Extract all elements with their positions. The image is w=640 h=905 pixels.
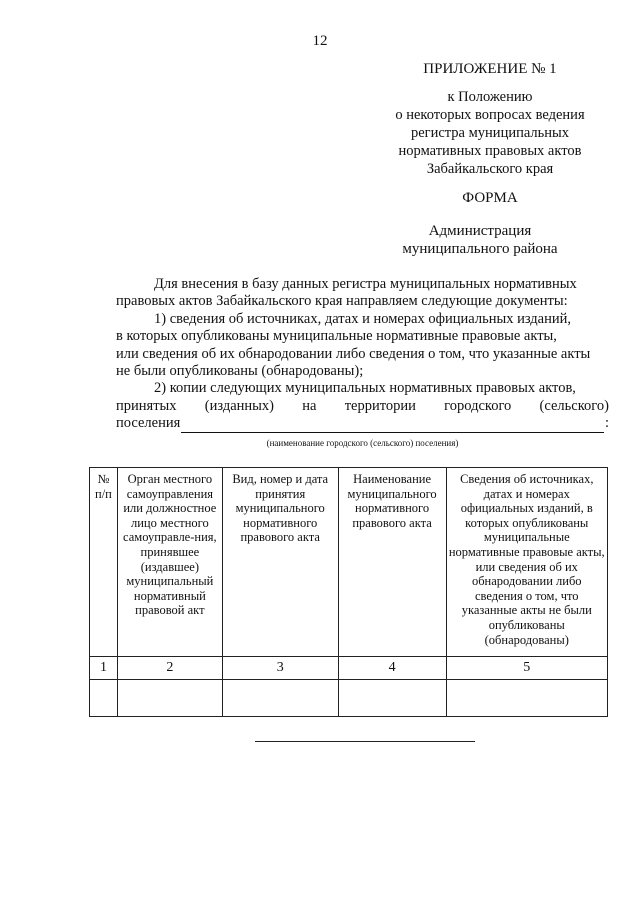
item1-line-2: в которых опубликованы муниципальные нормативные правовые акты, — [116, 328, 557, 345]
column-number: 5 — [446, 657, 607, 680]
addressee-line: Администрация — [428, 223, 532, 239]
page-number: 12 — [312, 33, 328, 49]
item1-line-1: 1) сведения об источниках, датах и номерах официальных изданий, — [154, 310, 572, 327]
empty-cell[interactable] — [117, 680, 222, 717]
register-table — [89, 467, 608, 717]
intro-line-2: правовых актов Забайкальского края направляем следующие документы: — [116, 293, 568, 310]
table-row — [90, 680, 608, 717]
appendix-line: к Положению — [447, 89, 533, 105]
item2-word: (изданных) — [204, 397, 274, 414]
empty-cell[interactable] — [338, 680, 446, 717]
empty-cell[interactable] — [90, 680, 118, 717]
appendix-title: ПРИЛОЖЕНИЕ № 1 — [423, 61, 557, 77]
settlement-fill-line — [116, 415, 609, 432]
item1-line-3: или сведения об их обнародовании либо сведения о том, что указанные акты — [116, 345, 591, 362]
column-number-row — [90, 657, 608, 680]
appendix-line: Забайкальского края — [426, 161, 554, 177]
end-separator-line — [255, 741, 475, 742]
item2-line-2 — [116, 398, 609, 415]
item2-word: (сельского) — [539, 397, 609, 414]
appendix-line: регистра муниципальных — [410, 125, 570, 141]
empty-cell[interactable] — [446, 680, 607, 717]
letter-body — [116, 276, 609, 433]
item2-word: принятых — [116, 397, 177, 414]
form-title: ФОРМА — [462, 190, 518, 206]
settlement-caption: (наименование городского (сельского) поселения) — [266, 438, 459, 448]
empty-cell[interactable] — [222, 680, 338, 717]
settlement-colon: : — [604, 415, 609, 432]
column-number: 4 — [338, 657, 446, 680]
appendix-line: о некоторых вопросах ведения — [395, 107, 585, 123]
header-cell-number: № п/п — [90, 468, 118, 657]
item2-word: территории — [344, 397, 416, 414]
settlement-name-blank[interactable] — [181, 419, 604, 433]
item2-word: на — [302, 397, 317, 414]
header-cell-act-type: Вид, номер и дата принятия муниципального нормативного правового акта — [222, 468, 338, 657]
item2-word: городского — [444, 397, 512, 414]
item2-line-1: 2) копии следующих муниципальных нормативных правовых актов, — [154, 380, 576, 397]
addressee — [380, 222, 580, 258]
item1-line-4: не были опубликованы (обнародованы); — [116, 363, 364, 380]
header-cell-publication: Сведения об источниках, датах и номерах официальных изданий, в которых опубликованы муниципальные нормативные правовые акты, или сведения об их обнародовании либо сведения о том, что указанные акты не были опубликованы (обнародованы) — [446, 468, 607, 657]
intro-line-1: Для внесения в базу данных регистра муниципальных нормативных — [154, 276, 577, 292]
settlement-label: поселения — [116, 415, 181, 432]
addressee-line: муниципального района — [402, 241, 558, 257]
header-cell-authority: Орган местного самоуправления или должностное лицо местного самоуправле-ния, принявшее (издавшее) муниципальный нормативный правовой акт — [117, 468, 222, 657]
column-number: 1 — [90, 657, 118, 680]
column-number: 2 — [117, 657, 222, 680]
column-number: 3 — [222, 657, 338, 680]
appendix-header — [380, 60, 600, 178]
appendix-line: нормативных правовых актов — [398, 143, 582, 159]
table-header-row — [90, 468, 608, 657]
header-cell-act-name: Наименование муниципального нормативного правового акта — [338, 468, 446, 657]
